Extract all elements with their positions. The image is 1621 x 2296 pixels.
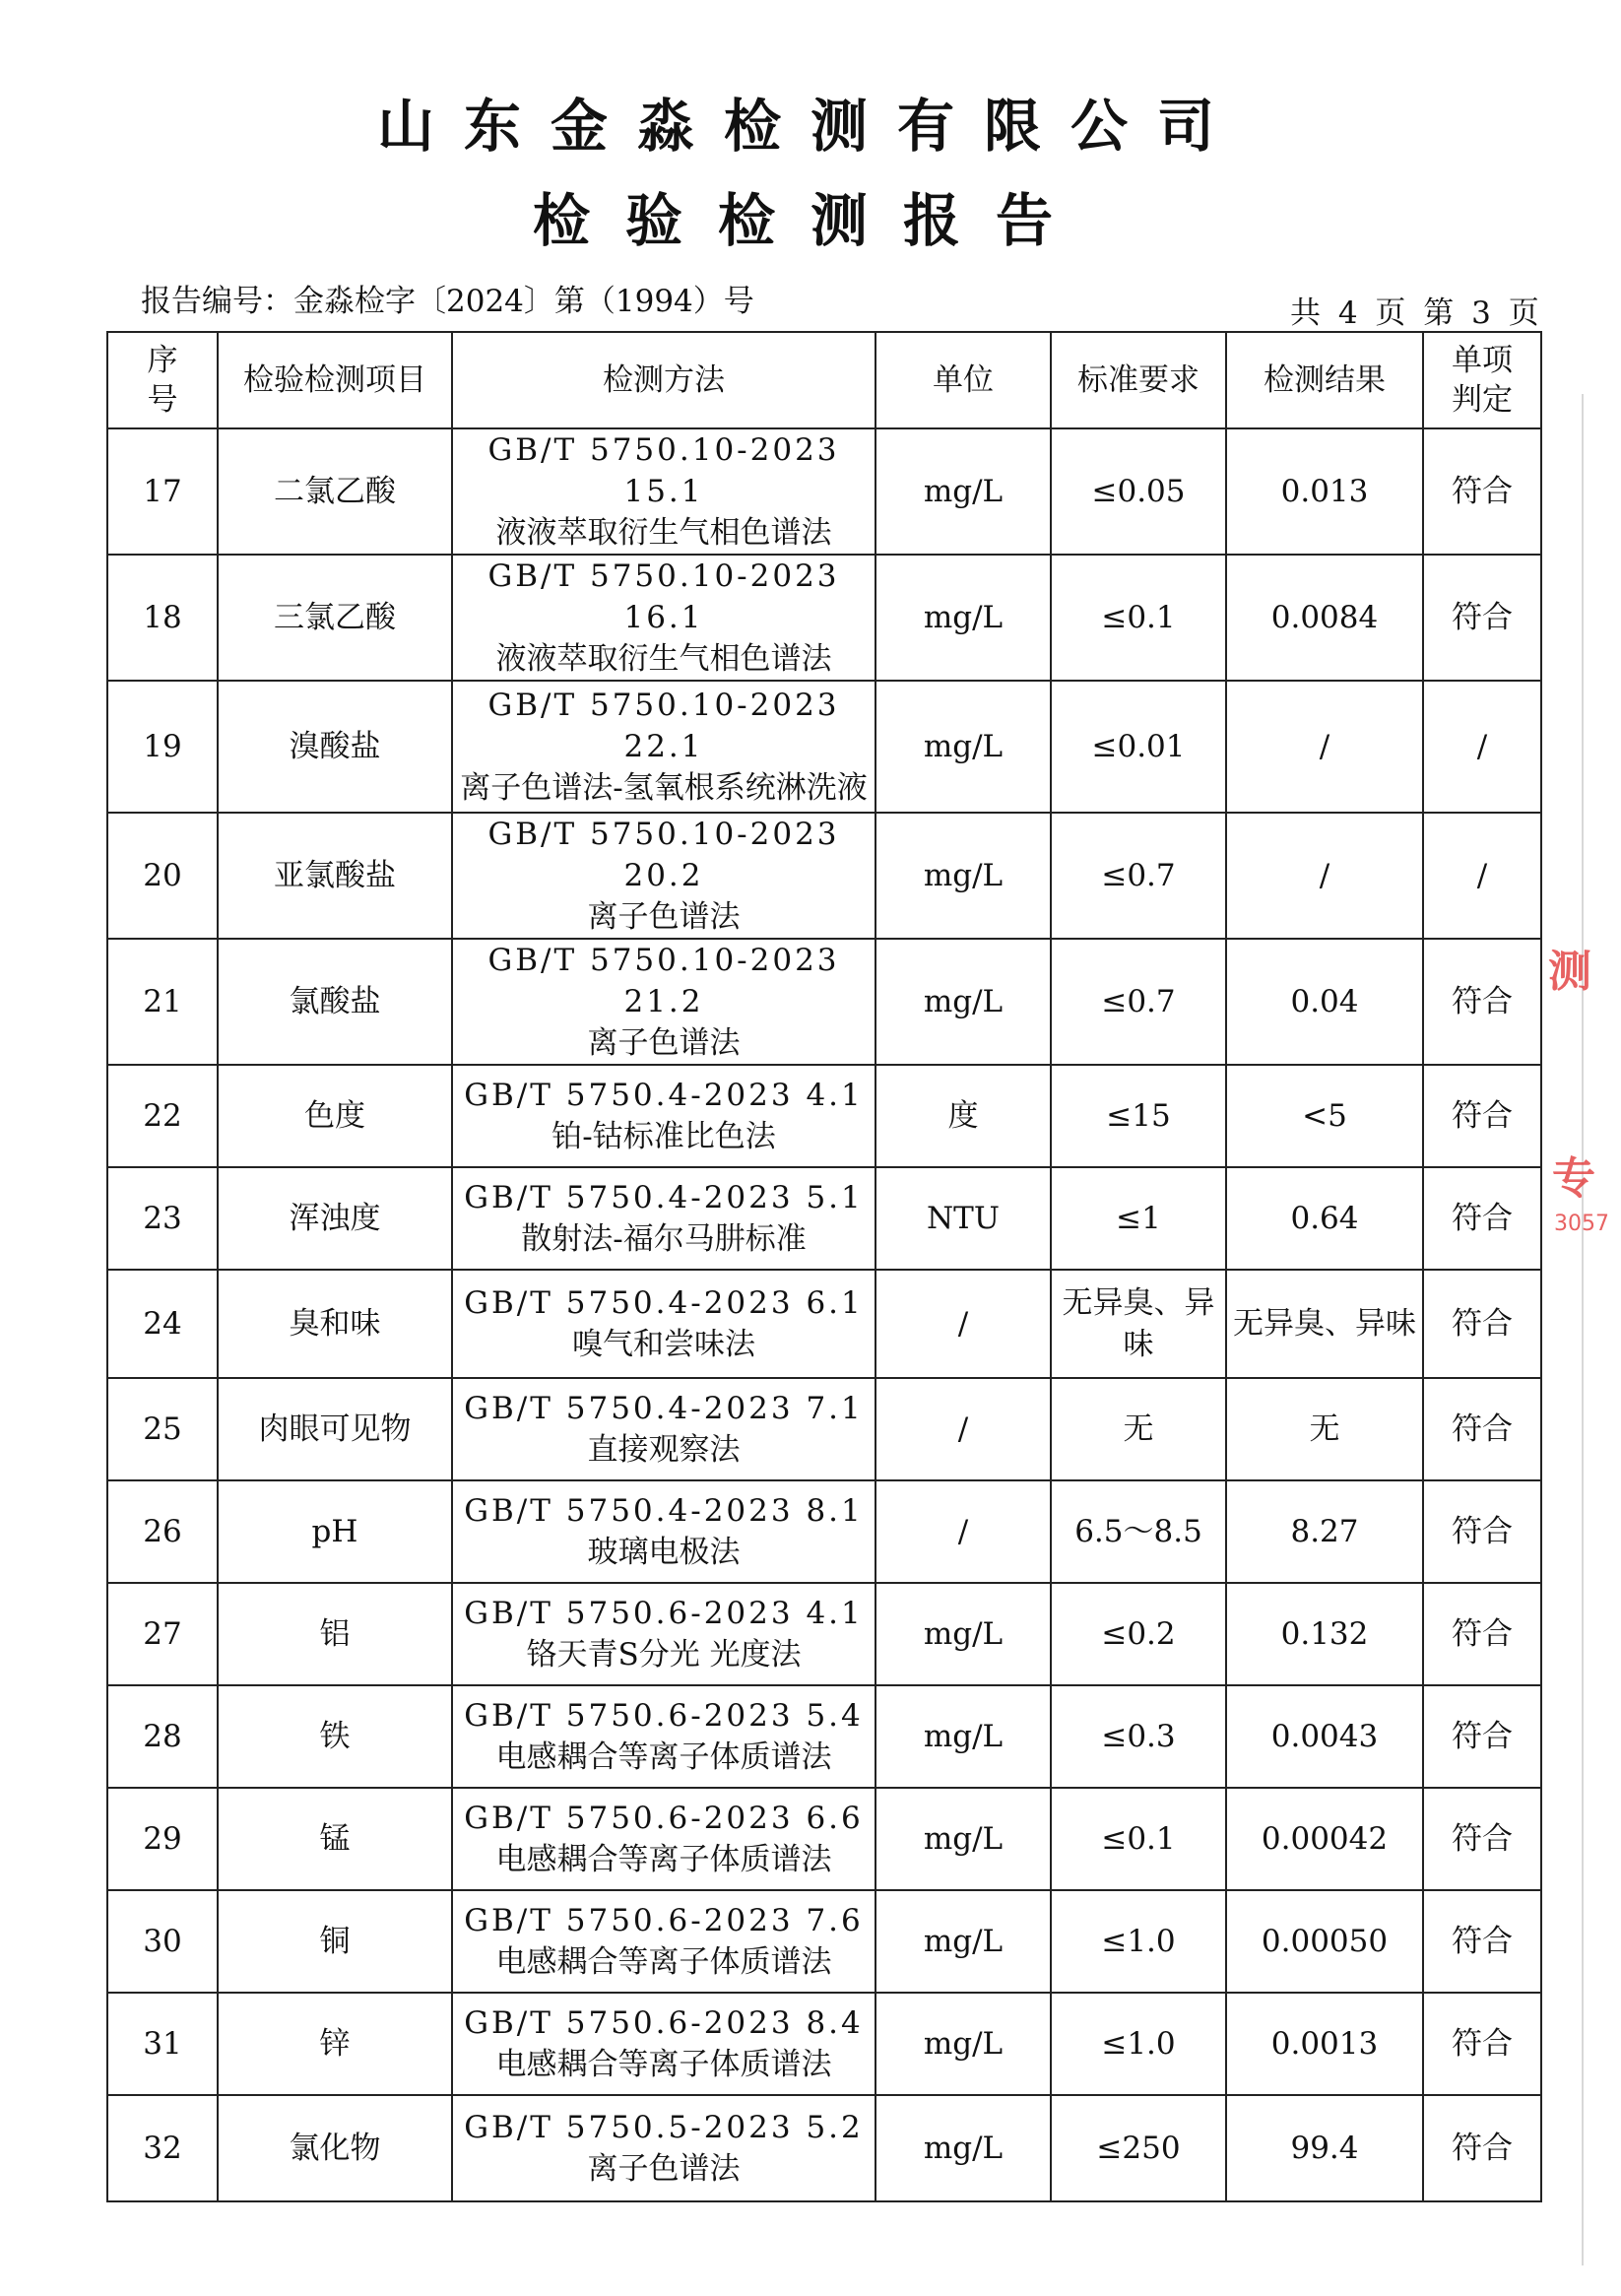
cell-method (452, 939, 875, 1065)
table-row (107, 1890, 1541, 1993)
table-row (107, 2095, 1541, 2201)
cell-method (452, 428, 875, 555)
cell-item: 浑浊度 (218, 1167, 452, 1270)
cell-no: 27 (107, 1583, 218, 1685)
cell-method (452, 1270, 875, 1378)
method-name: 电感耦合等离子体质谱法 (495, 1944, 832, 1980)
cell-standard: ≤250 (1051, 2095, 1226, 2201)
cell-unit: mg/L (875, 428, 1051, 555)
cell-judgement: 符合 (1423, 1788, 1541, 1890)
method-code: GB/T 5750.10-2023 22.1 (487, 688, 840, 764)
stamp-char-1: 测 (1548, 947, 1591, 997)
cell-unit: mg/L (875, 555, 1051, 681)
header-cell-unit: 单位 (875, 332, 1051, 428)
cell-method (452, 1378, 875, 1480)
cell-judgement: / (1423, 813, 1541, 939)
cell-method (452, 813, 875, 939)
cell-judgement: 符合 (1423, 1167, 1541, 1270)
method-code: GB/T 5750.6-2023 6.6 (464, 1801, 864, 1836)
cell-judgement: 符合 (1423, 1993, 1541, 2095)
company-name: 山东金淼检测有限公司 (376, 93, 1244, 160)
cell-result: 0.04 (1226, 939, 1423, 1065)
cell-no: 17 (107, 428, 218, 555)
cell-result: 0.0043 (1226, 1685, 1423, 1788)
method-name: 离子色谱法 (587, 1025, 741, 1061)
table-row (107, 813, 1541, 939)
cell-unit: / (875, 1378, 1051, 1480)
header-cell-result: 检测结果 (1226, 332, 1423, 428)
cell-standard: ≤1.0 (1051, 1993, 1226, 2095)
cell-standard: ≤0.7 (1051, 813, 1226, 939)
cell-no: 30 (107, 1890, 218, 1993)
cell-judgement: 符合 (1423, 1890, 1541, 1993)
table-header-row (107, 332, 1541, 428)
cell-result: 无 (1226, 1378, 1423, 1480)
cell-unit: mg/L (875, 681, 1051, 813)
cell-standard: ≤0.3 (1051, 1685, 1226, 1788)
cell-standard: ≤1 (1051, 1167, 1226, 1270)
method-code: GB/T 5750.10-2023 20.2 (487, 817, 840, 893)
cell-unit: mg/L (875, 813, 1051, 939)
method-code: GB/T 5750.4-2023 4.1 (464, 1078, 864, 1113)
cell-item: 肉眼可见物 (218, 1378, 452, 1480)
method-name: 电感耦合等离子体质谱法 (495, 1842, 832, 1877)
cell-unit: mg/L (875, 2095, 1051, 2201)
cell-method (452, 1480, 875, 1583)
cell-no: 20 (107, 813, 218, 939)
cell-item: 溴酸盐 (218, 681, 452, 813)
cell-no: 24 (107, 1270, 218, 1378)
method-name: 电感耦合等离子体质谱法 (495, 1739, 832, 1775)
method-code: GB/T 5750.4-2023 7.1 (464, 1391, 864, 1426)
cell-standard: ≤1.0 (1051, 1890, 1226, 1993)
cell-method (452, 1993, 875, 2095)
cell-judgement: / (1423, 681, 1541, 813)
cell-method (452, 1065, 875, 1167)
cell-result: 8.27 (1226, 1480, 1423, 1583)
method-name: 液液萃取衍生气相色谱法 (495, 515, 832, 551)
cell-item: 铝 (218, 1583, 452, 1685)
cell-judgement: 符合 (1423, 1583, 1541, 1685)
method-name: 离子色谱法 (587, 2151, 741, 2187)
method-code: GB/T 5750.6-2023 8.4 (464, 2005, 864, 2041)
cell-method (452, 1583, 875, 1685)
header-cell-standard: 标准要求 (1051, 332, 1226, 428)
cell-result: 无异臭、异味 (1226, 1270, 1423, 1378)
page-indicator: 共 4 页 第 3 页 (1290, 295, 1543, 331)
cell-standard: ≤0.2 (1051, 1583, 1226, 1685)
cell-no: 26 (107, 1480, 218, 1583)
table-row (107, 1167, 1541, 1270)
cell-no: 29 (107, 1788, 218, 1890)
cell-no: 32 (107, 2095, 218, 2201)
cell-no: 19 (107, 681, 218, 813)
cell-item: 三氯乙酸 (218, 555, 452, 681)
cell-unit: 度 (875, 1065, 1051, 1167)
cell-standard: ≤0.01 (1051, 681, 1226, 813)
cell-item: 铜 (218, 1890, 452, 1993)
cell-judgement: 符合 (1423, 555, 1541, 681)
method-name: 铂-钴标准比色法 (551, 1119, 776, 1154)
method-name: 离子色谱法 (587, 899, 741, 935)
cell-standard: 无异臭、异味 (1051, 1270, 1226, 1378)
report-number: 报告编号：金淼检字〔2024〕第（1994）号 (141, 284, 754, 319)
method-code: GB/T 5750.10-2023 15.1 (487, 432, 840, 509)
cell-method (452, 1890, 875, 1993)
cell-unit: mg/L (875, 1788, 1051, 1890)
stamp-char-2: 专 (1552, 1153, 1595, 1204)
header-cell-method: 检测方法 (452, 332, 875, 428)
method-name: 离子色谱法-氢氧根系统淋洗液 (460, 770, 868, 806)
cell-standard: ≤0.7 (1051, 939, 1226, 1065)
results-table (106, 331, 1542, 2202)
method-code: GB/T 5750.5-2023 5.2 (464, 2110, 864, 2145)
cell-item: pH (218, 1480, 452, 1583)
method-name: 嗅气和尝味法 (572, 1327, 755, 1362)
scan-edge-line (1582, 394, 1584, 2265)
cell-method (452, 555, 875, 681)
table-row (107, 1378, 1541, 1480)
cell-result: / (1226, 813, 1423, 939)
cell-no: 31 (107, 1993, 218, 2095)
cell-judgement: 符合 (1423, 939, 1541, 1065)
cell-standard: ≤15 (1051, 1065, 1226, 1167)
cell-item: 臭和味 (218, 1270, 452, 1378)
table-row (107, 1270, 1541, 1378)
cell-standard: 无 (1051, 1378, 1226, 1480)
table-row (107, 1685, 1541, 1788)
cell-judgement: 符合 (1423, 2095, 1541, 2201)
cell-result: 99.4 (1226, 2095, 1423, 2201)
method-name: 玻璃电极法 (587, 1535, 741, 1570)
cell-unit: mg/L (875, 939, 1051, 1065)
method-code: GB/T 5750.4-2023 6.1 (464, 1285, 864, 1321)
cell-judgement: 符合 (1423, 1270, 1541, 1378)
cell-judgement: 符合 (1423, 1685, 1541, 1788)
table-row (107, 939, 1541, 1065)
report-title: 检验检测报告 (532, 187, 1088, 254)
method-name: 电感耦合等离子体质谱法 (495, 2047, 832, 2082)
cell-judgement: 符合 (1423, 428, 1541, 555)
cell-unit: NTU (875, 1167, 1051, 1270)
cell-no: 18 (107, 555, 218, 681)
method-code: GB/T 5750.10-2023 21.2 (487, 943, 840, 1019)
table-row (107, 1993, 1541, 2095)
table-row (107, 1065, 1541, 1167)
cell-item: 色度 (218, 1065, 452, 1167)
cell-unit: mg/L (875, 1583, 1051, 1685)
cell-no: 28 (107, 1685, 218, 1788)
table-row (107, 555, 1541, 681)
method-name: 散射法-福尔马肼标准 (521, 1221, 807, 1257)
cell-result: 0.00042 (1226, 1788, 1423, 1890)
cell-no: 21 (107, 939, 218, 1065)
cell-method (452, 1788, 875, 1890)
cell-judgement: 符合 (1423, 1480, 1541, 1583)
cell-unit: mg/L (875, 1993, 1051, 2095)
cell-unit: / (875, 1480, 1051, 1583)
cell-item: 锰 (218, 1788, 452, 1890)
cell-standard: ≤0.1 (1051, 1788, 1226, 1890)
cell-result: 0.0084 (1226, 555, 1423, 681)
cell-result: 0.00050 (1226, 1890, 1423, 1993)
table-row (107, 681, 1541, 813)
cell-standard: 6.5～8.5 (1051, 1480, 1226, 1583)
cell-no: 23 (107, 1167, 218, 1270)
cell-method (452, 2095, 875, 2201)
method-code: GB/T 5750.6-2023 4.1 (464, 1596, 864, 1631)
cell-item: 锌 (218, 1993, 452, 2095)
cell-unit: / (875, 1270, 1051, 1378)
red-seal-stamp (1548, 936, 1607, 1271)
cell-standard: ≤0.1 (1051, 555, 1226, 681)
cell-item: 亚氯酸盐 (218, 813, 452, 939)
method-code: GB/T 5750.6-2023 7.6 (464, 1903, 864, 1938)
cell-item: 氯酸盐 (218, 939, 452, 1065)
cell-result: <5 (1226, 1065, 1423, 1167)
cell-result: 0.0013 (1226, 1993, 1423, 2095)
header-cell-judgement: 单项判定 (1423, 332, 1541, 428)
cell-result: 0.64 (1226, 1167, 1423, 1270)
method-code: GB/T 5750.10-2023 16.1 (487, 558, 840, 635)
cell-method (452, 1685, 875, 1788)
cell-unit: mg/L (875, 1685, 1051, 1788)
method-name: 直接观察法 (587, 1432, 741, 1468)
method-code: GB/T 5750.6-2023 5.4 (464, 1698, 864, 1734)
table-row (107, 1480, 1541, 1583)
method-name: 铬天青S分光 光度法 (526, 1637, 802, 1673)
header-cell-item: 检验检测项目 (218, 332, 452, 428)
cell-judgement: 符合 (1423, 1378, 1541, 1480)
cell-item: 铁 (218, 1685, 452, 1788)
cell-result: 0.013 (1226, 428, 1423, 555)
table-row (107, 1788, 1541, 1890)
stamp-code: 3057 (1554, 1212, 1609, 1236)
cell-item: 二氯乙酸 (218, 428, 452, 555)
cell-judgement: 符合 (1423, 1065, 1541, 1167)
cell-no: 25 (107, 1378, 218, 1480)
cell-method (452, 681, 875, 813)
cell-item: 氯化物 (218, 2095, 452, 2201)
cell-result: / (1226, 681, 1423, 813)
cell-method (452, 1167, 875, 1270)
cell-no: 22 (107, 1065, 218, 1167)
cell-standard: ≤0.05 (1051, 428, 1226, 555)
cell-result: 0.132 (1226, 1583, 1423, 1685)
header-cell-no: 序号 (107, 332, 218, 428)
table-row (107, 1583, 1541, 1685)
method-code: GB/T 5750.4-2023 5.1 (464, 1180, 864, 1215)
method-name: 液液萃取衍生气相色谱法 (495, 641, 832, 677)
cell-unit: mg/L (875, 1890, 1051, 1993)
method-code: GB/T 5750.4-2023 8.1 (464, 1493, 864, 1529)
table-row (107, 428, 1541, 555)
